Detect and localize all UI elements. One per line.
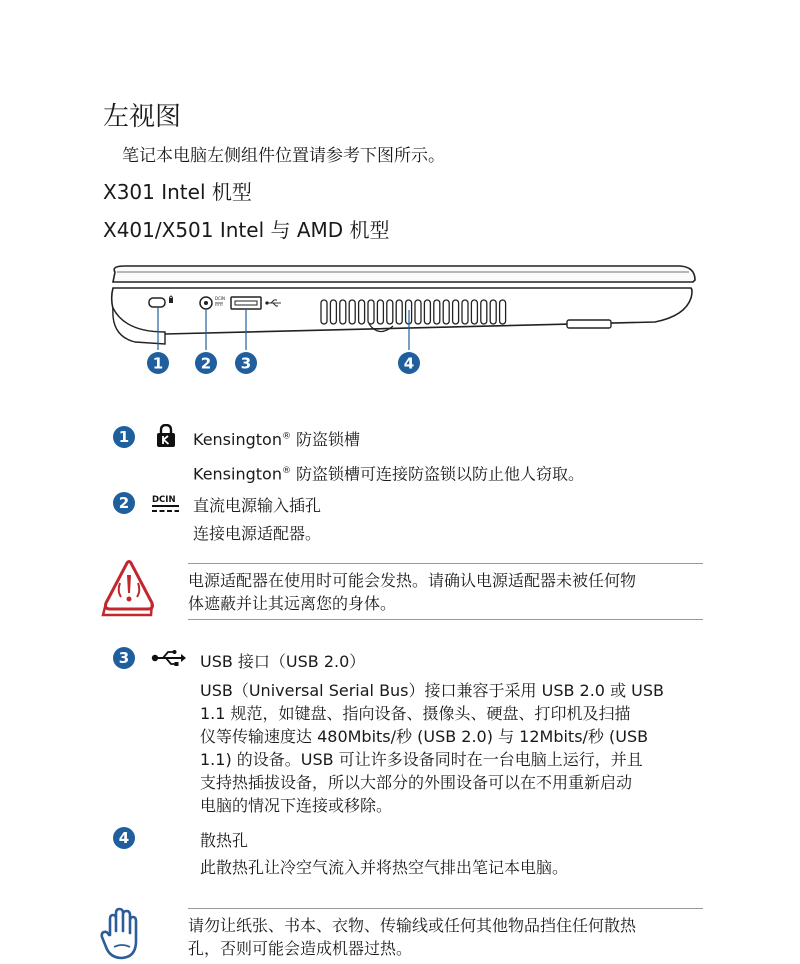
vent-slot: [434, 300, 440, 324]
model-heading-x301: X301 Intel 机型: [103, 180, 252, 204]
vent-slot: [377, 300, 383, 324]
description-line: 1.1 规范，如键盘、指向设备、摄像头、硬盘、打印机及扫描: [200, 704, 631, 723]
vent-slot: [462, 300, 468, 324]
item-4-title: 散热孔: [200, 831, 249, 850]
laptop-foot-rear: [567, 320, 611, 328]
intro-text: 笔记本电脑左侧组件位置请参考下图所示。: [122, 146, 445, 166]
vent-slot: [359, 300, 365, 324]
model-heading-x401-x501: X401/X501 Intel 与 AMD 机型: [103, 218, 390, 242]
item-number-1: 1: [113, 426, 135, 448]
usb-icon: [151, 648, 187, 668]
item-1-title: Kensington® 防盗锁槽: [193, 430, 361, 449]
vent-slot: [500, 300, 506, 324]
warning-line: 请勿让纸张、书本、衣物、传输线或任何其他物品挡住任何散热: [188, 916, 637, 935]
item-number-2: 2: [113, 492, 135, 514]
svg-text:2: 2: [200, 354, 212, 373]
svg-text:4: 4: [403, 354, 415, 373]
item-1-description: Kensington® 防盗锁槽可连接防盗锁以防止他人窃取。: [193, 464, 585, 484]
warning-line: 体遮蔽并让其远离您的身体。: [188, 594, 397, 613]
warning-note-adapter: [188, 563, 703, 620]
dcin-port-label: DCIN: [215, 296, 226, 301]
vent-slot: [340, 300, 346, 324]
item-number-3: 3: [113, 647, 135, 669]
vent-slot: [443, 300, 449, 324]
vent-slot: [471, 300, 477, 324]
description-line: 1.1) 的设备。USB 可让许多设备同时在一台电脑上运行，并且: [200, 750, 643, 769]
dc-in-icon-text: DCIN: [152, 495, 176, 505]
warning-triangle-icon: [101, 559, 157, 619]
page-title: 左视图: [103, 102, 182, 132]
description-line: 支持热插拔设备，所以大部分的外围设备可以在不用重新启动: [200, 773, 633, 792]
callout-1: [147, 352, 169, 374]
vent-slot: [424, 300, 430, 324]
vent-slot: [387, 300, 393, 324]
warning-line: 孔，否则可能会造成机器过热。: [188, 939, 413, 958]
callout-4: [398, 352, 420, 374]
item-3-description: [200, 679, 664, 817]
vent-slot: [415, 300, 421, 324]
description-line: 仪等传输速度达 480Mbits/秒 (USB 2.0) 与 12Mbits/秒 (USB: [200, 727, 649, 746]
vent-slot: [396, 300, 402, 324]
item-number-4: 4: [113, 827, 135, 849]
vent-slot: [481, 300, 487, 324]
item-4-description: 此散热孔让冷空气流入并将热空气排出笔记本电脑。: [200, 858, 569, 877]
vent-slot: [349, 300, 355, 324]
warning-note-vents: [188, 908, 703, 964]
kensington-lock-icon: [156, 424, 176, 448]
vent-slot: [368, 300, 374, 324]
laptop-lid: [113, 266, 695, 282]
vent-slot: [453, 300, 459, 324]
description-line: USB（Universal Serial Bus）接口兼容于采用 USB 2.0 或 USB: [200, 681, 664, 700]
vent-slot: [321, 300, 327, 324]
item-2-description: 连接电源适配器。: [193, 524, 322, 543]
item-3-title: USB 接口（USB 2.0）: [200, 652, 366, 671]
item-2-title: 直流电源输入插孔: [193, 496, 322, 515]
vent-slot: [330, 300, 336, 324]
dc-in-icon: [152, 494, 182, 514]
vent-slot: [490, 300, 496, 324]
description-line: 电脑的情况下连接或移除。: [200, 796, 393, 815]
stop-hand-icon: [100, 907, 144, 960]
callout-2: [195, 352, 217, 374]
svg-text:3: 3: [240, 354, 252, 373]
svg-text:1: 1: [152, 354, 164, 373]
kensington-slot: [149, 298, 165, 307]
callout-3: [235, 352, 257, 374]
laptop-left-side-diagram: [95, 258, 705, 378]
warning-line: 电源适配器在使用时可能会发热。请确认电源适配器未被任何物: [188, 571, 637, 590]
